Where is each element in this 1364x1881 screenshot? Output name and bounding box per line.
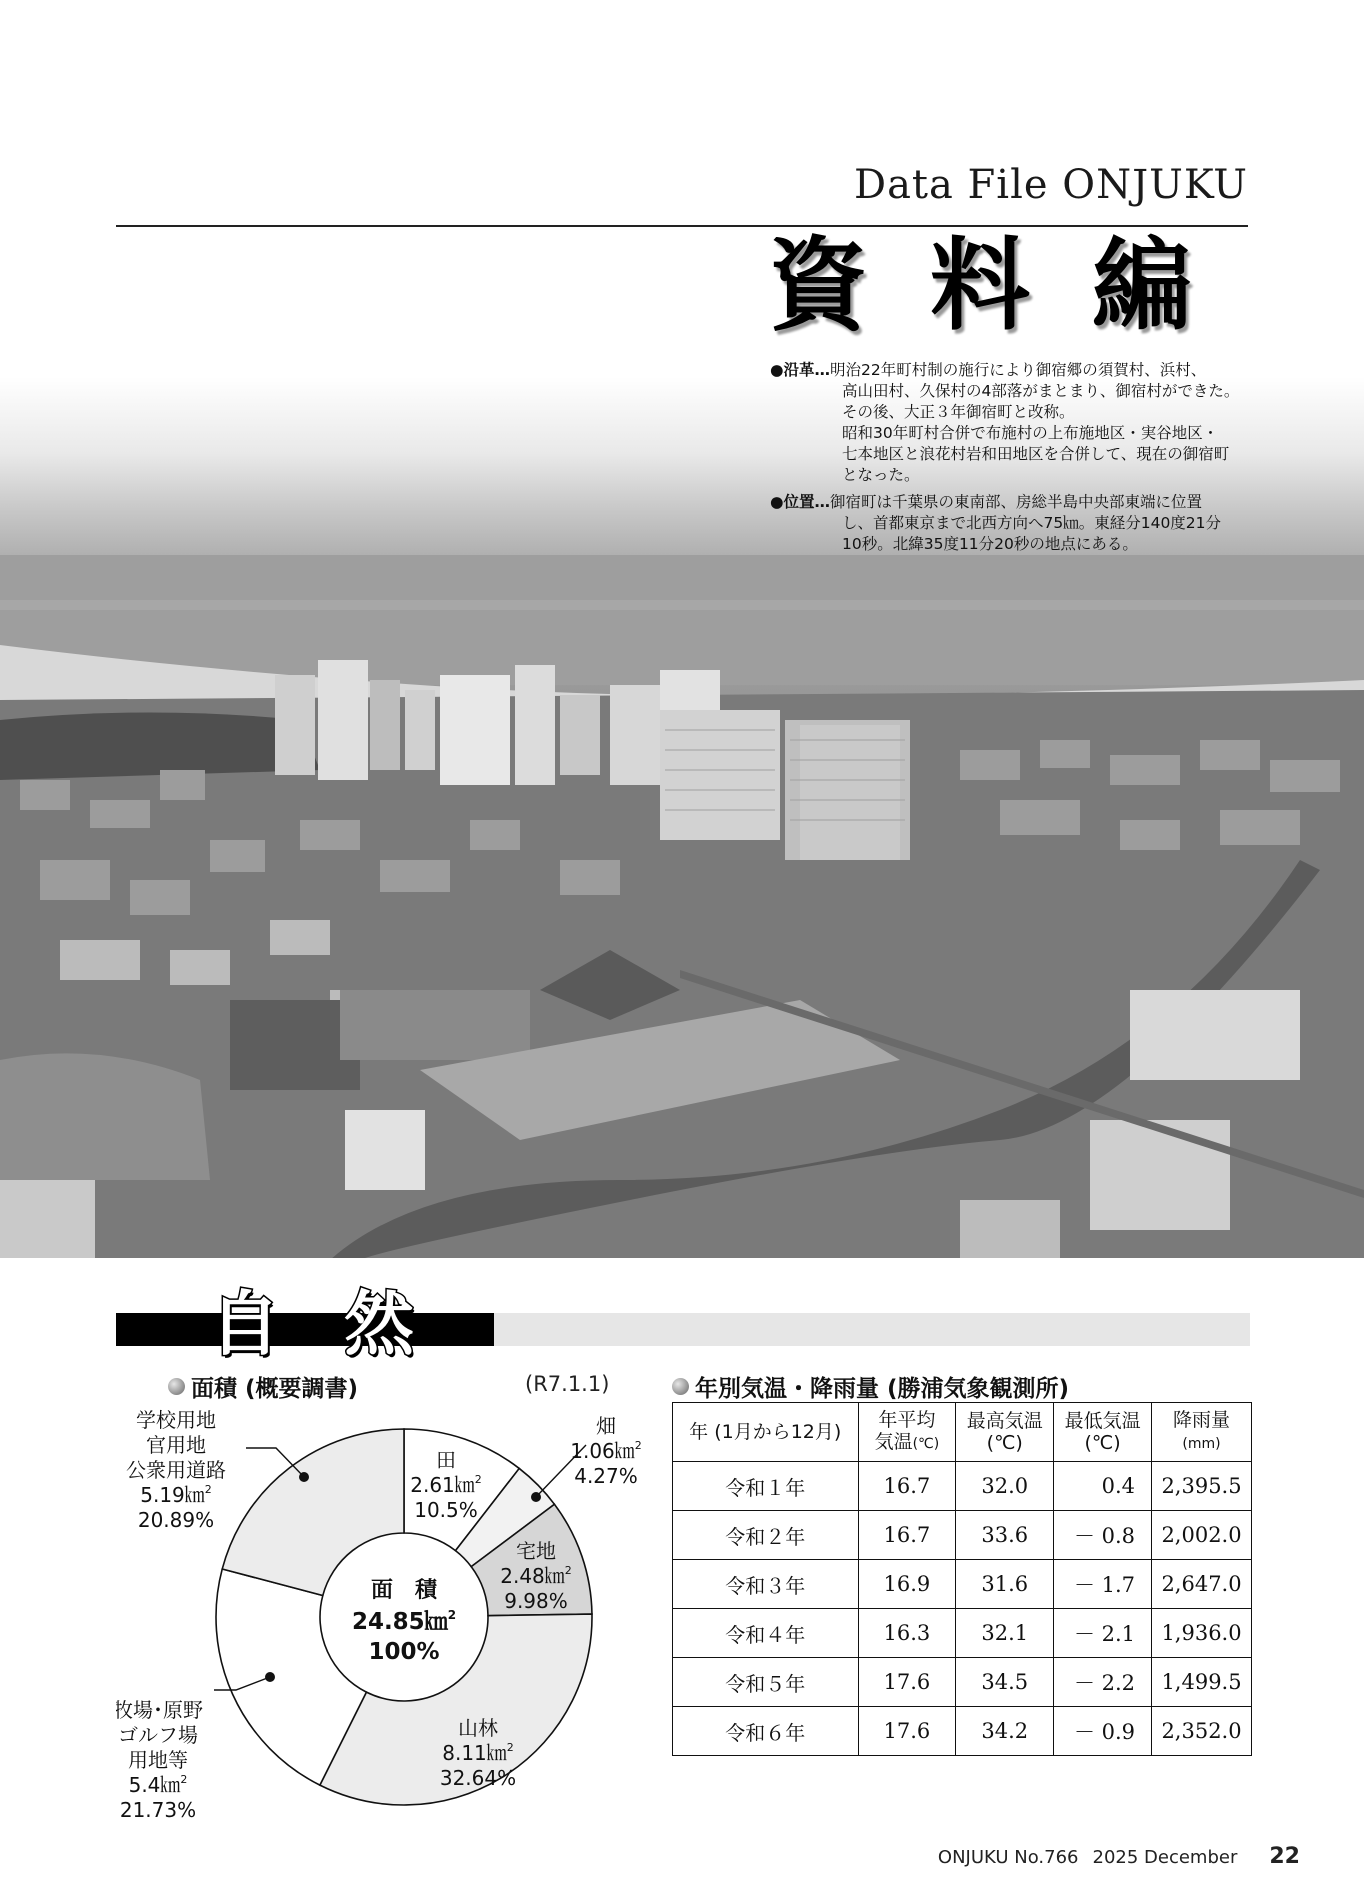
table-row bbox=[673, 1511, 1252, 1560]
cell-year: 令和１年 bbox=[673, 1462, 859, 1511]
pie-center-value: 24.85㎞$^2$ bbox=[351, 1608, 457, 1635]
col-year bbox=[673, 1403, 859, 1462]
col-min-line1: 最低気温 bbox=[1064, 1410, 1141, 1432]
table-row bbox=[673, 1609, 1252, 1658]
history-line: 七本地区と浪花村岩和田地区を合併して、現在の御宿町 bbox=[842, 445, 1230, 463]
cell-rain: 2,647.0 bbox=[1152, 1560, 1252, 1609]
cell-rain: 2,002.0 bbox=[1152, 1511, 1252, 1560]
cell-min: 0.4 bbox=[1054, 1462, 1152, 1511]
pie-center-percent: 100% bbox=[368, 1639, 440, 1665]
cell-max: 31.6 bbox=[956, 1560, 1054, 1609]
pie-label-line: ゴルフ場 bbox=[118, 1723, 198, 1747]
pie-slice bbox=[222, 1429, 404, 1596]
cell-year: 令和３年 bbox=[673, 1560, 859, 1609]
header-title-en: Data File ONJUKU bbox=[854, 162, 1248, 208]
history-ichi bbox=[770, 492, 1250, 555]
pie-label-line: 学校用地 bbox=[136, 1408, 216, 1432]
history-box bbox=[770, 360, 1250, 561]
col-avg-unit: (℃) bbox=[912, 1436, 940, 1452]
col-rain-line1: 降雨量 bbox=[1173, 1409, 1231, 1431]
history-line: 明治22年町村制の施行により御宿郷の須賀村、浜村、 bbox=[830, 361, 1207, 379]
area-date: (R7.1.1) bbox=[525, 1372, 610, 1396]
cell-rain: 1,499.5 bbox=[1152, 1658, 1252, 1707]
col-avg-line1: 年平均 bbox=[878, 1409, 936, 1431]
page-number: 22 bbox=[1269, 1844, 1300, 1869]
cell-year: 令和４年 bbox=[673, 1609, 859, 1658]
pie-svg bbox=[116, 1405, 656, 1825]
col-avg-line2: 気温 bbox=[874, 1431, 913, 1453]
pie-label-line: 1.06㎞$^2$ bbox=[570, 1439, 642, 1463]
history-label: ●位置… bbox=[770, 493, 831, 511]
bullet-dot-icon bbox=[168, 1378, 185, 1395]
cell-max: 34.2 bbox=[956, 1707, 1054, 1756]
table-row bbox=[673, 1707, 1252, 1756]
table-row bbox=[673, 1658, 1252, 1707]
pie-label-line: 5.19㎞$^2$ bbox=[140, 1483, 212, 1507]
pie-label-line: 2.61㎞$^2$ bbox=[410, 1473, 482, 1497]
col-min bbox=[1054, 1403, 1152, 1462]
history-enkaku bbox=[770, 360, 1250, 486]
pie-label-line: 用地等 bbox=[128, 1748, 188, 1772]
footer bbox=[938, 1844, 1300, 1869]
climate-table bbox=[672, 1402, 1252, 1756]
history-line: 高山田村、久保村の4部落がまとまり、御宿村ができた。 bbox=[842, 382, 1240, 400]
cell-year: 令和６年 bbox=[673, 1707, 859, 1756]
cell-avg: 16.3 bbox=[858, 1609, 956, 1658]
footer-issue: 2025 December bbox=[1092, 1847, 1238, 1868]
cell-max: 32.0 bbox=[956, 1462, 1054, 1511]
section-title: 自然 bbox=[210, 1283, 478, 1365]
pie-label-line: 5.4㎞$^2$ bbox=[128, 1773, 188, 1797]
col-rain-unit: (mm) bbox=[1182, 1436, 1221, 1452]
history-line: 昭和30年町村合併で布施村の上布施地区・実谷地区・ bbox=[842, 424, 1219, 442]
climate-heading-text: 年別気温・降雨量 (勝浦気象観測所) bbox=[695, 1376, 1070, 1402]
cell-rain: 2,395.5 bbox=[1152, 1462, 1252, 1511]
history-line: となった。 bbox=[842, 466, 920, 484]
pie-label-line: 官用地 bbox=[146, 1433, 206, 1457]
cell-avg: 16.9 bbox=[858, 1560, 956, 1609]
bullet-dot-icon bbox=[672, 1378, 689, 1395]
cell-max: 32.1 bbox=[956, 1609, 1054, 1658]
cell-min: － 0.8 bbox=[1054, 1511, 1152, 1560]
pie-label-sup: 2 bbox=[506, 1741, 514, 1754]
col-avg bbox=[858, 1403, 956, 1462]
leader-dot bbox=[299, 1472, 309, 1482]
cell-min: － 0.9 bbox=[1054, 1707, 1152, 1756]
cell-avg: 17.6 bbox=[858, 1707, 956, 1756]
col-rain bbox=[1152, 1403, 1252, 1462]
pie-label-line: 8.11㎞$^2$ bbox=[442, 1741, 514, 1765]
history-label: ●沿革… bbox=[770, 361, 831, 379]
history-line: その後、大正３年御宿町と改称。 bbox=[842, 403, 1075, 421]
cell-year: 令和５年 bbox=[673, 1658, 859, 1707]
cell-max: 33.6 bbox=[956, 1511, 1054, 1560]
climate-heading bbox=[672, 1370, 1069, 1403]
pie-center-label: 面 積 bbox=[370, 1578, 438, 1603]
cell-avg: 16.7 bbox=[858, 1462, 956, 1511]
leader-dot bbox=[265, 1672, 275, 1682]
leader-dot bbox=[531, 1492, 541, 1502]
pie-label-line: 9.98% bbox=[504, 1589, 568, 1613]
cell-year: 令和２年 bbox=[673, 1511, 859, 1560]
pie-label-line: 畑 bbox=[596, 1414, 616, 1438]
pie-label-sup: 2 bbox=[180, 1773, 188, 1786]
area-heading bbox=[168, 1370, 358, 1403]
pie-label-line: 公衆用道路 bbox=[126, 1458, 226, 1482]
pie-center-sup: 2 bbox=[447, 1608, 457, 1622]
pie-label-line: 牧場･原野 bbox=[116, 1698, 203, 1722]
table-row bbox=[673, 1560, 1252, 1609]
cell-max: 34.5 bbox=[956, 1658, 1054, 1707]
pie-label-line: 宅地 bbox=[516, 1539, 556, 1563]
pie-label-sup: 2 bbox=[634, 1439, 642, 1452]
pie-label-line: 32.64% bbox=[439, 1766, 517, 1790]
cell-avg: 16.7 bbox=[858, 1511, 956, 1560]
pie-label-line: 20.89% bbox=[137, 1508, 215, 1532]
pie-label bbox=[116, 1698, 203, 1822]
area-heading-text: 面積 (概要調書) bbox=[191, 1376, 359, 1402]
pie-label-sup: 2 bbox=[204, 1483, 212, 1496]
pie-label-line: 山林 bbox=[458, 1716, 498, 1740]
cell-min: － 1.7 bbox=[1054, 1560, 1152, 1609]
cell-min: － 2.1 bbox=[1054, 1609, 1152, 1658]
pie-label-line: 2.48㎞$^2$ bbox=[500, 1564, 572, 1588]
col-year-label: 年 (1月から12月) bbox=[689, 1421, 842, 1443]
pie-label-line: 4.27% bbox=[574, 1464, 638, 1488]
col-max-line2: (℃) bbox=[986, 1432, 1023, 1454]
section-bar-grey bbox=[494, 1313, 1250, 1346]
cell-rain: 1,936.0 bbox=[1152, 1609, 1252, 1658]
history-line: し、首都東京まで北西方向へ75㎞。東経分140度21分 bbox=[842, 514, 1222, 532]
cell-avg: 17.6 bbox=[858, 1658, 956, 1707]
cell-min: － 2.2 bbox=[1054, 1658, 1152, 1707]
pie-label-sup: 2 bbox=[564, 1564, 572, 1577]
climate-header-row bbox=[673, 1403, 1252, 1462]
pie-label-sup: 2 bbox=[474, 1473, 482, 1486]
table-row bbox=[673, 1462, 1252, 1511]
header-title-jp: 資料編 bbox=[768, 227, 1254, 344]
pie-label bbox=[126, 1408, 226, 1532]
col-max-line1: 最高気温 bbox=[966, 1410, 1043, 1432]
history-line: 御宿町は千葉県の東南部、房総半島中央部東端に位置 bbox=[830, 493, 1203, 511]
col-max bbox=[956, 1403, 1054, 1462]
history-line: 10秒。北緯35度11分20秒の地点にある。 bbox=[842, 535, 1138, 553]
pie-label-line: 田 bbox=[436, 1448, 456, 1472]
pie-label-line: 21.73% bbox=[119, 1798, 197, 1822]
col-min-line2: (℃) bbox=[1084, 1432, 1121, 1454]
area-pie-chart bbox=[116, 1405, 656, 1825]
footer-magazine: ONJUKU No.766 bbox=[937, 1847, 1079, 1868]
pie-label-line: 10.5% bbox=[414, 1498, 478, 1522]
cell-rain: 2,352.0 bbox=[1152, 1707, 1252, 1756]
